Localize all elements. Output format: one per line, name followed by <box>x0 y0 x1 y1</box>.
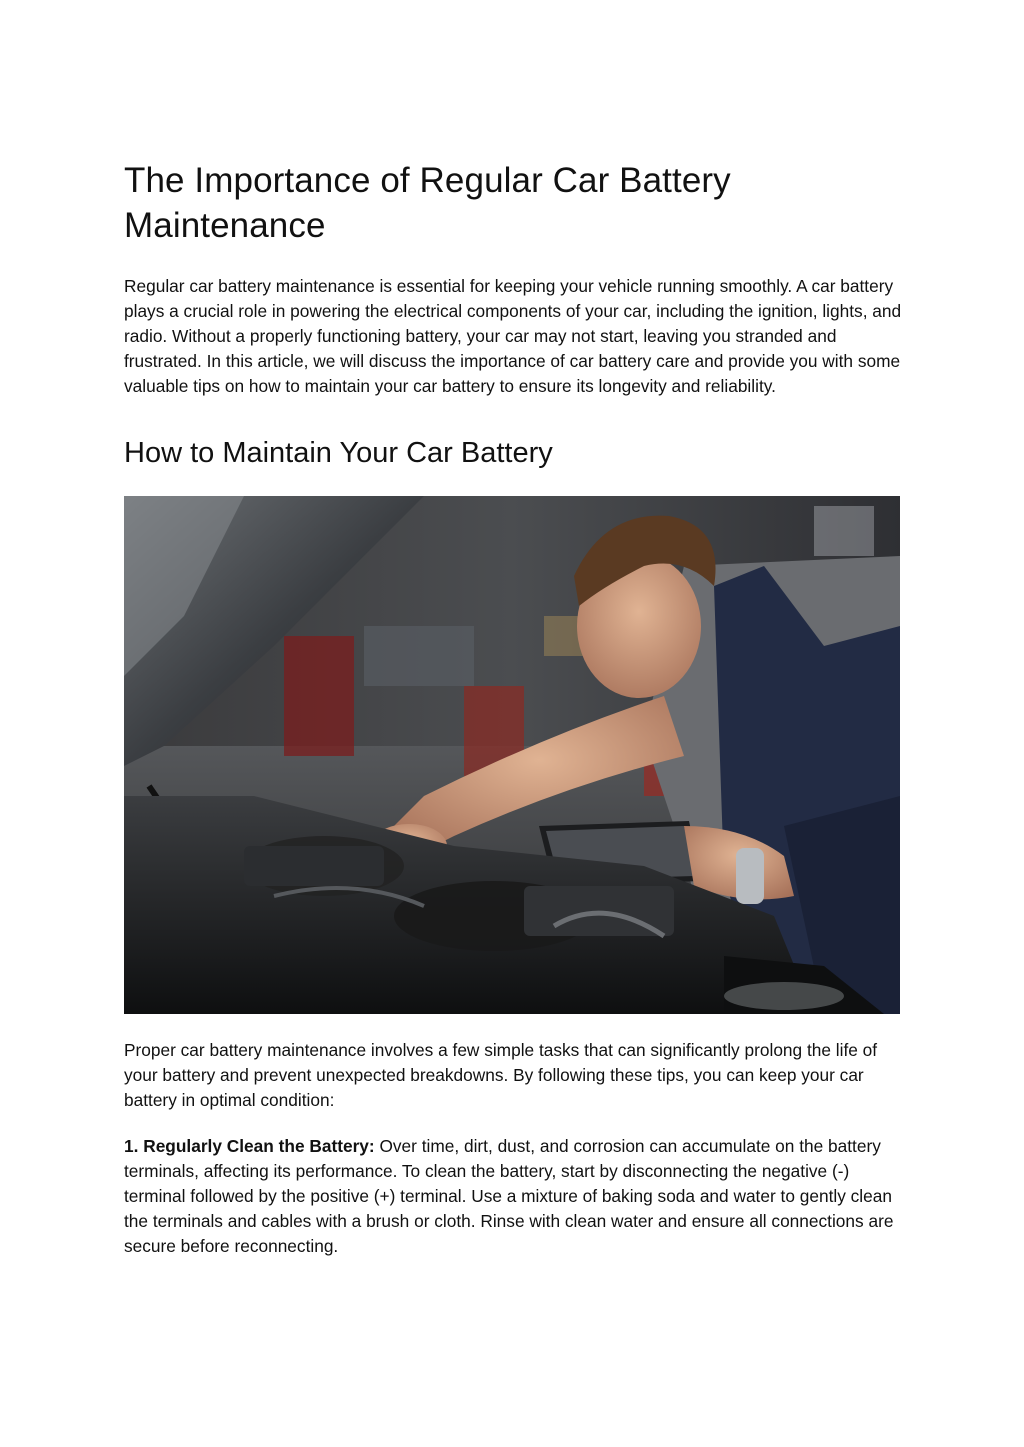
page-title: The Importance of Regular Car Battery Maintenance <box>124 161 731 245</box>
section-heading: How to Maintain Your Car Battery <box>124 437 553 469</box>
intro-paragraph: Regular car battery maintenance is essential for keeping your vehicle running smoothly. A car battery plays a crucial role in powering the electrical components of your car, including the ignition, lights, and radio. Without a properly functioning battery, your car may not start, leaving you stranded and frustrated. In this article, we will discuss the importance of car battery care and provide you with some valuable tips on how to maintain your car battery to ensure its longevity and reliability. <box>124 276 902 396</box>
tip-label: 1. Regularly Clean the Battery: <box>124 1136 375 1156</box>
article-body <box>124 1038 904 1259</box>
mechanic-photo <box>124 496 900 1014</box>
article <box>124 158 904 1256</box>
photo-mechanic-icon <box>124 496 900 1014</box>
tip-text: Over time, dirt, dust, and corrosion can accumulate on the battery terminals, affecting its performance. To clean the battery, start by disconnecting the negative (-) terminal followed by the positive (+) terminal. Use a mixture of baking soda and water to gently clean the terminals and cables with a brush or cloth. Rinse with clean water and ensure all connections are secure before reconnecting. <box>124 1136 894 1256</box>
tip-paragraph <box>124 1134 904 1259</box>
body-paragraph: Proper car battery maintenance involves a few simple tasks that can significantly prolong the life of your battery and prevent unexpected breakdowns. By following these tips, you can keep your car battery in optimal condition: <box>124 1040 878 1110</box>
